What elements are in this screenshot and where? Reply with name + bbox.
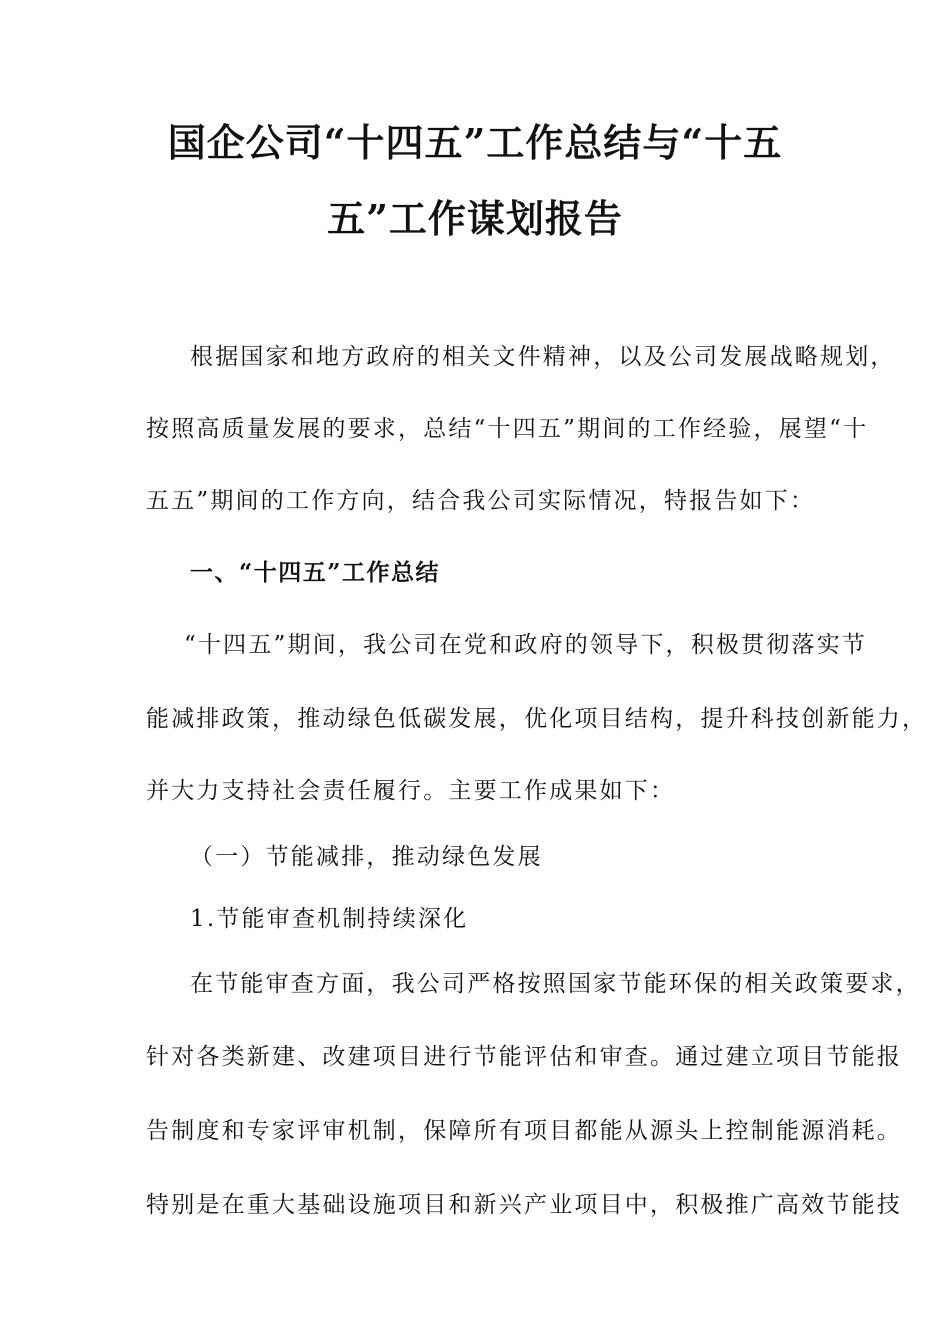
- item-1-line-4: 特别是在重大基础设施项目和新兴产业项目中，积极推广高效节能技: [146, 1192, 902, 1218]
- intro-line-1: 根据国家和地方政府的相关文件精神，以及公司发展战略规划，: [190, 344, 896, 370]
- intro-line-2: 按照高质量发展的要求，总结“十四五”期间的工作经验，展望“十: [146, 416, 869, 442]
- subsection-1-heading: （一）节能减排，推动绿色发展: [190, 844, 543, 870]
- section-1-heading: 一、“十四五”工作总结: [190, 559, 440, 586]
- item-1-line-3: 告制度和专家评审机制，保障所有项目都能从源头上控制能源消耗。: [146, 1118, 902, 1144]
- item-1-line-1: 在节能审查方面，我公司严格按照国家节能环保的相关政策要求，: [190, 971, 921, 997]
- section-1-line-1: “十四五”期间，我公司在党和政府的领导下，积极贯彻落实节: [184, 632, 868, 658]
- item-1-heading: 1.节能审查机制持续深化: [190, 906, 469, 932]
- intro-line-3: 五五”期间的工作方向，结合我公司实际情况，特报告如下：: [146, 488, 816, 514]
- section-1-line-2: 能减排政策，推动绿色低碳发展，优化项目结构，提升科技创新能力，: [146, 706, 928, 732]
- section-1-line-3: 并大力支持社会责任履行。主要工作成果如下：: [146, 778, 676, 804]
- document-title-line-2: 五”工作谋划报告: [327, 196, 623, 241]
- document-title-line-1: 国企公司“十四五”工作总结与“十五: [167, 120, 783, 165]
- item-1-line-2: 针对各类新建、改建项目进行节能评估和审查。通过建立项目节能报: [146, 1044, 902, 1070]
